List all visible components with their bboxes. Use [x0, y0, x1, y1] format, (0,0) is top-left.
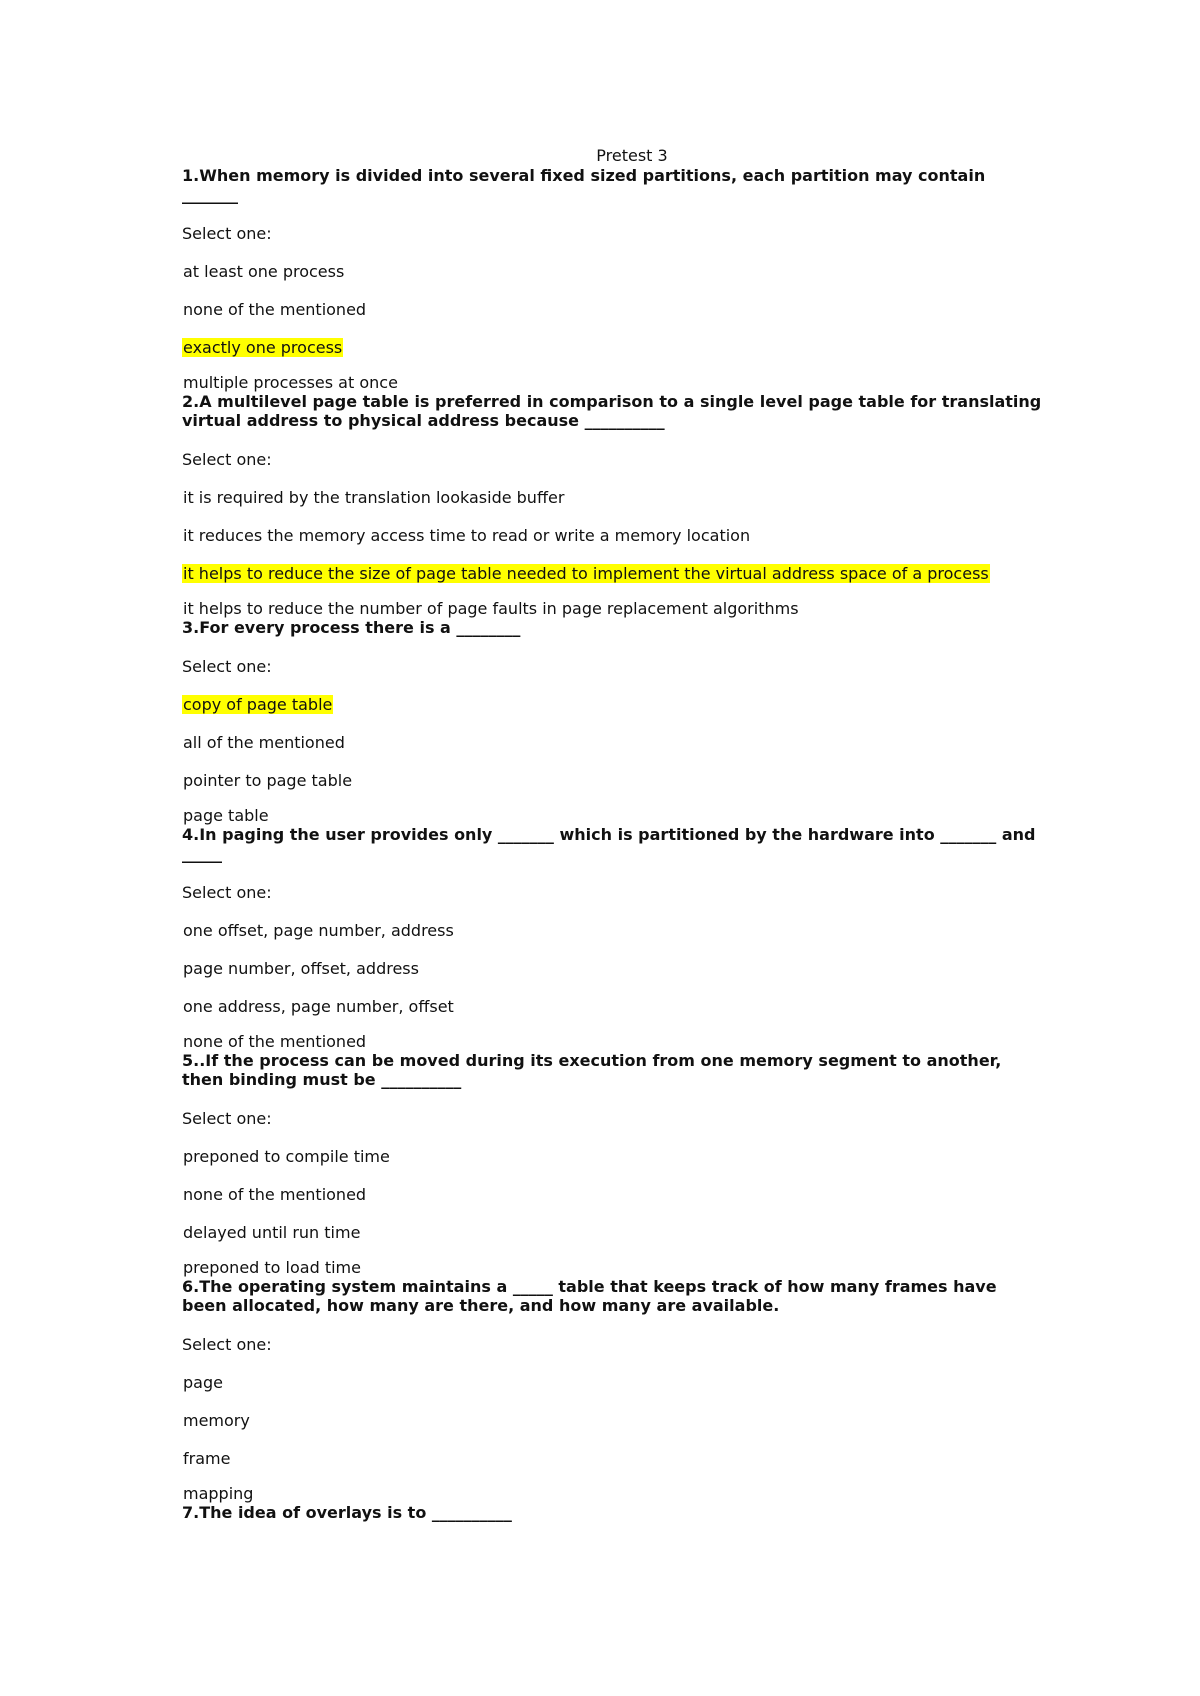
answer-option — [182, 1185, 1042, 1204]
option-text: page number, offset, address — [183, 959, 419, 978]
select-one-label: Select one: — [182, 657, 272, 676]
answer-option — [182, 1147, 1042, 1166]
option-text: it helps to reduce the size of page table needed to implement the virtual address space of a process — [183, 564, 989, 583]
select-one-label: Select one: — [182, 1335, 272, 1354]
option-text: none of the mentioned — [183, 1032, 367, 1051]
document-content — [182, 146, 1047, 1522]
answer-option — [182, 1258, 1042, 1277]
option-list — [182, 262, 1042, 392]
question-block — [182, 618, 1042, 825]
option-text: page table — [183, 806, 269, 825]
option-text: it is required by the translation lookaside buffer — [183, 488, 565, 507]
option-text: delayed until run time — [183, 1223, 361, 1242]
answer-option — [182, 959, 1042, 978]
option-text: preponed to compile time — [183, 1147, 390, 1166]
option-text: it reduces the memory access time to read or write a memory location — [183, 526, 751, 545]
option-text: mapping — [183, 1484, 254, 1503]
select-one-label: Select one: — [182, 450, 272, 469]
answer-option — [182, 921, 1042, 940]
option-text: page — [183, 1373, 223, 1392]
answer-option — [182, 373, 1042, 392]
option-text: none of the mentioned — [183, 300, 367, 319]
option-text: memory — [183, 1411, 250, 1430]
answer-option — [182, 300, 1042, 319]
question-text: 1.When memory is divided into several fixed sized partitions, each partition may contain _______ — [182, 166, 991, 204]
option-list — [182, 921, 1042, 1051]
question-text: 7.The idea of overlays is to __________ — [182, 1503, 512, 1522]
option-text: copy of page table — [183, 695, 333, 714]
question-block — [182, 825, 1042, 1051]
answer-option — [182, 806, 1042, 825]
option-text: multiple processes at once — [183, 373, 398, 392]
answer-option — [182, 1223, 1042, 1242]
option-text: it helps to reduce the number of page faults in page replacement algorithms — [183, 599, 799, 618]
option-list — [182, 1373, 1042, 1503]
question-text: 6.The operating system maintains a _____ table that keeps track of how many frames have been allocated, how many are there, and how many are available. — [182, 1277, 1003, 1315]
answer-option — [182, 733, 1042, 752]
select-one-label: Select one: — [182, 1109, 272, 1128]
option-text: none of the mentioned — [183, 1185, 367, 1204]
answer-option — [182, 997, 1042, 1016]
option-text: all of the mentioned — [183, 733, 345, 752]
question-block — [182, 166, 1042, 392]
question-list — [182, 166, 1047, 1522]
question-block — [182, 1503, 1042, 1522]
option-list — [182, 1147, 1042, 1277]
highlighted-answer-option — [182, 564, 1042, 583]
highlighted-answer-option — [182, 695, 1042, 714]
option-text: exactly one process — [183, 338, 343, 357]
select-one-label: Select one: — [182, 224, 272, 243]
question-text: 5..If the process can be moved during its execution from one memory segment to another, then binding must be __________ — [182, 1051, 1007, 1089]
document-title: Pretest 3 — [596, 146, 668, 165]
answer-option — [182, 1373, 1042, 1392]
option-text: at least one process — [183, 262, 345, 281]
select-one-label: Select one: — [182, 883, 272, 902]
option-text: frame — [183, 1449, 231, 1468]
question-text: 2.A multilevel page table is preferred in comparison to a single level page table for translating virtual address to physical address because __________ — [182, 392, 1047, 430]
option-text: one address, page number, offset — [183, 997, 454, 1016]
answer-option — [182, 599, 1042, 618]
answer-option — [182, 1032, 1042, 1051]
answer-option — [182, 1449, 1042, 1468]
question-block — [182, 1277, 1042, 1503]
question-block — [182, 392, 1047, 618]
question-block — [182, 1051, 1042, 1277]
option-text: pointer to page table — [183, 771, 353, 790]
answer-option — [182, 526, 1042, 545]
highlighted-answer-option — [182, 338, 1042, 357]
question-text: 3.For every process there is a ________ — [182, 618, 521, 637]
option-list — [182, 695, 1042, 825]
answer-option — [182, 771, 1042, 790]
option-list — [182, 488, 1042, 618]
option-text: one offset, page number, address — [183, 921, 454, 940]
answer-option — [182, 262, 1042, 281]
question-text: 4.In paging the user provides only _______ which is partitioned by the hardware into _______ and _____ — [182, 825, 1042, 863]
answer-option — [182, 488, 1042, 507]
answer-option — [182, 1411, 1042, 1430]
answer-option — [182, 1484, 1042, 1503]
option-text: preponed to load time — [183, 1258, 361, 1277]
